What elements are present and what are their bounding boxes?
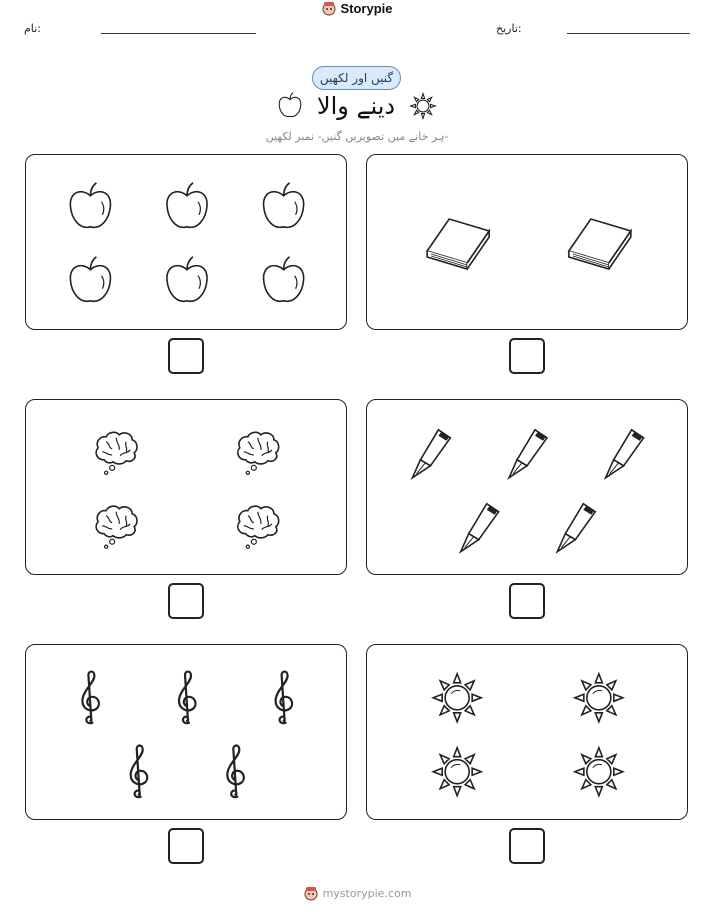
counting-card-books — [366, 154, 688, 330]
apple-icon — [70, 257, 110, 302]
title-row — [0, 92, 714, 124]
apple-icon — [167, 183, 207, 228]
sun-icon — [433, 748, 481, 796]
page-title: دینے والا — [316, 92, 396, 120]
counting-card-clefs — [25, 644, 347, 820]
treble-clef-icon — [131, 745, 148, 797]
book-icon — [569, 219, 631, 269]
brand — [0, 0, 714, 20]
name-label: نام: — [24, 22, 41, 35]
brain-icon — [238, 432, 279, 474]
apple-icon — [264, 183, 304, 228]
footer — [0, 885, 714, 905]
brain-icon — [96, 432, 137, 474]
answer-box[interactable] — [168, 828, 204, 864]
apple-icon — [264, 257, 304, 302]
fountain-pen-icon — [509, 430, 547, 478]
treble-clef-icon — [179, 672, 196, 724]
sun-icon — [575, 748, 623, 796]
card-drawing — [26, 645, 348, 821]
sun-icon — [575, 674, 623, 722]
treble-clef-icon — [82, 672, 99, 724]
sun-icon — [433, 674, 481, 722]
card-drawing — [367, 400, 689, 576]
fountain-pen-icon — [557, 504, 595, 552]
brand-name: Storypie — [340, 0, 393, 16]
counting-card-pens — [366, 399, 688, 575]
footer-url[interactable]: mystorypie.com — [322, 886, 412, 900]
storypie-logo-icon — [303, 885, 319, 901]
storypie-logo-icon — [321, 0, 337, 16]
brain-icon — [238, 506, 279, 548]
card-drawing — [367, 155, 689, 331]
fountain-pen-icon — [461, 504, 499, 552]
sun-icon — [409, 92, 437, 120]
instruction-text: ہر خانے میں تصویریں گنیں- نمبر لکھیں- — [265, 130, 449, 143]
treble-clef-icon — [227, 745, 244, 797]
brain-icon — [96, 506, 137, 548]
counting-card-suns — [366, 644, 688, 820]
treble-clef-icon — [276, 672, 293, 724]
apple-icon — [70, 183, 110, 228]
answer-box[interactable] — [509, 828, 545, 864]
fountain-pen-icon — [412, 430, 450, 478]
counting-card-apples — [25, 154, 347, 330]
book-icon — [427, 219, 489, 269]
card-drawing — [367, 645, 689, 821]
card-drawing — [26, 400, 348, 576]
name-line[interactable] — [101, 33, 256, 34]
answer-box[interactable] — [168, 338, 204, 374]
fountain-pen-icon — [606, 430, 644, 478]
answer-box[interactable] — [509, 338, 545, 374]
counting-card-brains — [25, 399, 347, 575]
worksheet-tag: گنیں اور لکھیں — [312, 66, 401, 90]
apple-icon — [167, 257, 207, 302]
date-label: تاریخ: — [496, 22, 522, 35]
answer-box[interactable] — [509, 583, 545, 619]
apple-icon — [277, 92, 303, 120]
date-line[interactable] — [567, 33, 690, 34]
answer-box[interactable] — [168, 583, 204, 619]
card-drawing — [26, 155, 348, 331]
